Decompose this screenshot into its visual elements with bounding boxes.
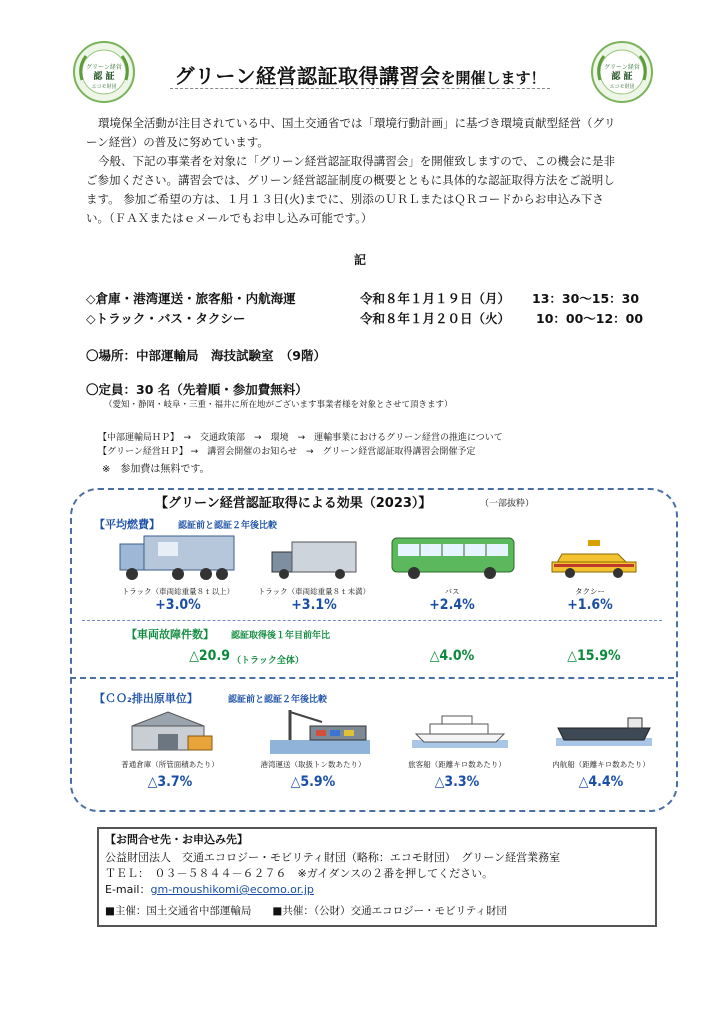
small-truck-icon — [270, 540, 360, 586]
logo-left-main-text: 認 証 — [93, 72, 115, 82]
co2-sub: 認証前と認証２年後比較 — [228, 695, 328, 705]
fuel-item-label-1: トラック（車両総重量８ｔ以上） — [121, 587, 235, 596]
failure-note-1: （トラック全体） — [232, 656, 304, 666]
co2-item-value-3: △3.3% — [434, 774, 480, 790]
fuel-sub: 認証前と認証２年後比較 — [178, 521, 278, 531]
co2-item-label-4: 内航船（距離キロ数あたり） — [552, 760, 650, 769]
capacity: 〇定員：30 名（先着順・参加費無料） — [86, 382, 308, 397]
schedule-date-2: 令和８年１月２０日（火） — [360, 311, 511, 326]
intro-paragraph — [86, 114, 661, 228]
logo-right-main-text: 認 証 — [611, 72, 633, 82]
intro-line-1: 環境保全活動が注目されている中、国土交通省では「環境行動計画」に基づき環境貢献型経営（グリ — [98, 116, 616, 130]
logo-right-small-text: エコモ財団 — [609, 84, 635, 90]
title-sub: を開催します！ — [440, 69, 546, 87]
route-green: 【グリーン経営ＨＰ】 → 講習会開催のお知らせ → グリーン経営認証取得講習会開催予定 — [98, 447, 476, 457]
contact-email-label: E-mail： — [105, 883, 151, 896]
bus-icon — [390, 534, 518, 584]
effects-title: 【グリーン経営認証取得による効果（2023）】 — [155, 496, 432, 511]
failure-sub: 認証取得後１年目前年比 — [231, 631, 331, 641]
co2-item-label-2: 港湾運送（取扱トン数あたり） — [260, 760, 366, 769]
contact-email-link[interactable]: gm-moushikomi@ecomo.or.jp — [150, 883, 314, 896]
contact-box — [97, 827, 657, 927]
co2-item-value-1: △3.7% — [147, 774, 193, 790]
schedule-date-1: 令和８年１月１９日（月） — [360, 291, 511, 306]
contact-tel: ＴＥＬ： ０３－５８４４－６２７６ ※ガイダンスの２番を押してください。 — [105, 867, 494, 880]
schedule-time-1: 13：30～15：30 — [532, 291, 640, 306]
title-underline — [170, 88, 550, 89]
co2-item-value-4: △4.4% — [578, 774, 624, 790]
title-main: グリーン経営認証取得講習会 — [174, 64, 441, 88]
fuel-item-label-2: トラック（車両総重量８ｔ未満） — [257, 587, 371, 596]
fee-note: ※ 参加費は無料です。 — [102, 464, 210, 475]
port-icon — [270, 706, 370, 758]
schedule-target-1: ◇倉庫・港湾運送・旅客船・内航海運 — [86, 291, 296, 306]
fuel-item-value-2: +3.1% — [291, 597, 337, 613]
divider-1 — [82, 620, 662, 621]
logo-right-top-text: グリーン経営 — [604, 64, 640, 71]
warehouse-icon — [128, 708, 214, 758]
capacity-note: （愛知・静岡・岐阜・三重・福井に所在地がございます事業者様を対象とさせて頂きます） — [104, 400, 453, 410]
coastal-ship-icon — [556, 714, 652, 750]
intro-line-2: ーン経営）の普及に努めています。 — [86, 135, 269, 149]
fuel-item-value-1: +3.0% — [155, 597, 201, 613]
contact-org: 公益財団法人 交通エコロジー・モビリティ財団（略称：エコモ財団） グリーン経営業務室 — [105, 851, 561, 864]
passenger-ship-icon — [412, 712, 508, 752]
co2-item-label-3: 旅客船（距離キロ数あたり） — [408, 760, 506, 769]
fuel-item-value-3: +2.4% — [429, 597, 475, 613]
divider-2 — [70, 677, 674, 679]
green-cert-logo-left — [72, 40, 136, 104]
ki-heading: 記 — [353, 253, 366, 267]
intro-line-6: い。（ＦＡＸまたはｅメールでもお申し込み可能です。） — [86, 211, 373, 225]
co2-item-value-2: △5.9% — [290, 774, 336, 790]
failure-label: 【車両故障件数】 — [126, 628, 214, 641]
venue: 〇場所：中部運輸局 海技試験室 （9階） — [86, 348, 326, 363]
effects-title-note: （一部抜粋） — [480, 499, 535, 509]
taxi-icon — [548, 538, 640, 584]
page-title — [170, 60, 550, 89]
fuel-item-value-4: +1.6% — [567, 597, 613, 613]
failure-value-1: △20.9 — [189, 648, 230, 664]
fuel-label: 【平均燃費】 — [94, 518, 160, 531]
logo-left-top-text: グリーン経営 — [86, 64, 122, 71]
contact-email-row — [105, 881, 314, 897]
fuel-item-label-4: タクシー — [575, 587, 605, 596]
intro-line-3: 今般、下記の事業者を対象に「グリーン経営認証取得講習会」を開催致しますので、この機会に是非 — [98, 154, 616, 168]
contact-heading: 【お問合せ先・お申込み先】 — [105, 833, 248, 846]
schedule-target-2: ◇トラック・バス・タクシー — [86, 311, 246, 326]
fuel-item-label-3: バス — [444, 587, 460, 596]
route-chubu: 【中部運輸局ＨＰ】 → 交通政策部 → 環境 → 運輸事業におけるグリーン経営の推進について — [98, 433, 503, 443]
contact-host: ■主催：国土交通省中部運輸局 ■共催：（公財）交通エコロジー・モビリティ財団 — [105, 905, 508, 917]
intro-line-5: ます。 参加ご希望の方は、１月１３日(火)までに、別添のＵＲＬまたはＱＲコードからお申込み下さ — [86, 192, 604, 206]
schedule-time-2: 10：00～12：00 — [536, 311, 644, 326]
large-truck-icon — [118, 532, 238, 588]
failure-value-2: △4.0% — [429, 648, 475, 664]
intro-line-4: ご参加ください。講習会では、グリーン経営認証制度の概要とともに具体的な認証取得方法をご説明し — [86, 173, 615, 187]
co2-label: 【ＣＯ₂排出原単位】 — [94, 692, 198, 705]
failure-value-3: △15.9% — [567, 648, 621, 664]
green-cert-logo-right — [590, 40, 654, 104]
logo-left-small-text: エコモ財団 — [91, 84, 117, 90]
co2-item-label-1: 普通倉庫（所管面積あたり） — [121, 760, 219, 769]
